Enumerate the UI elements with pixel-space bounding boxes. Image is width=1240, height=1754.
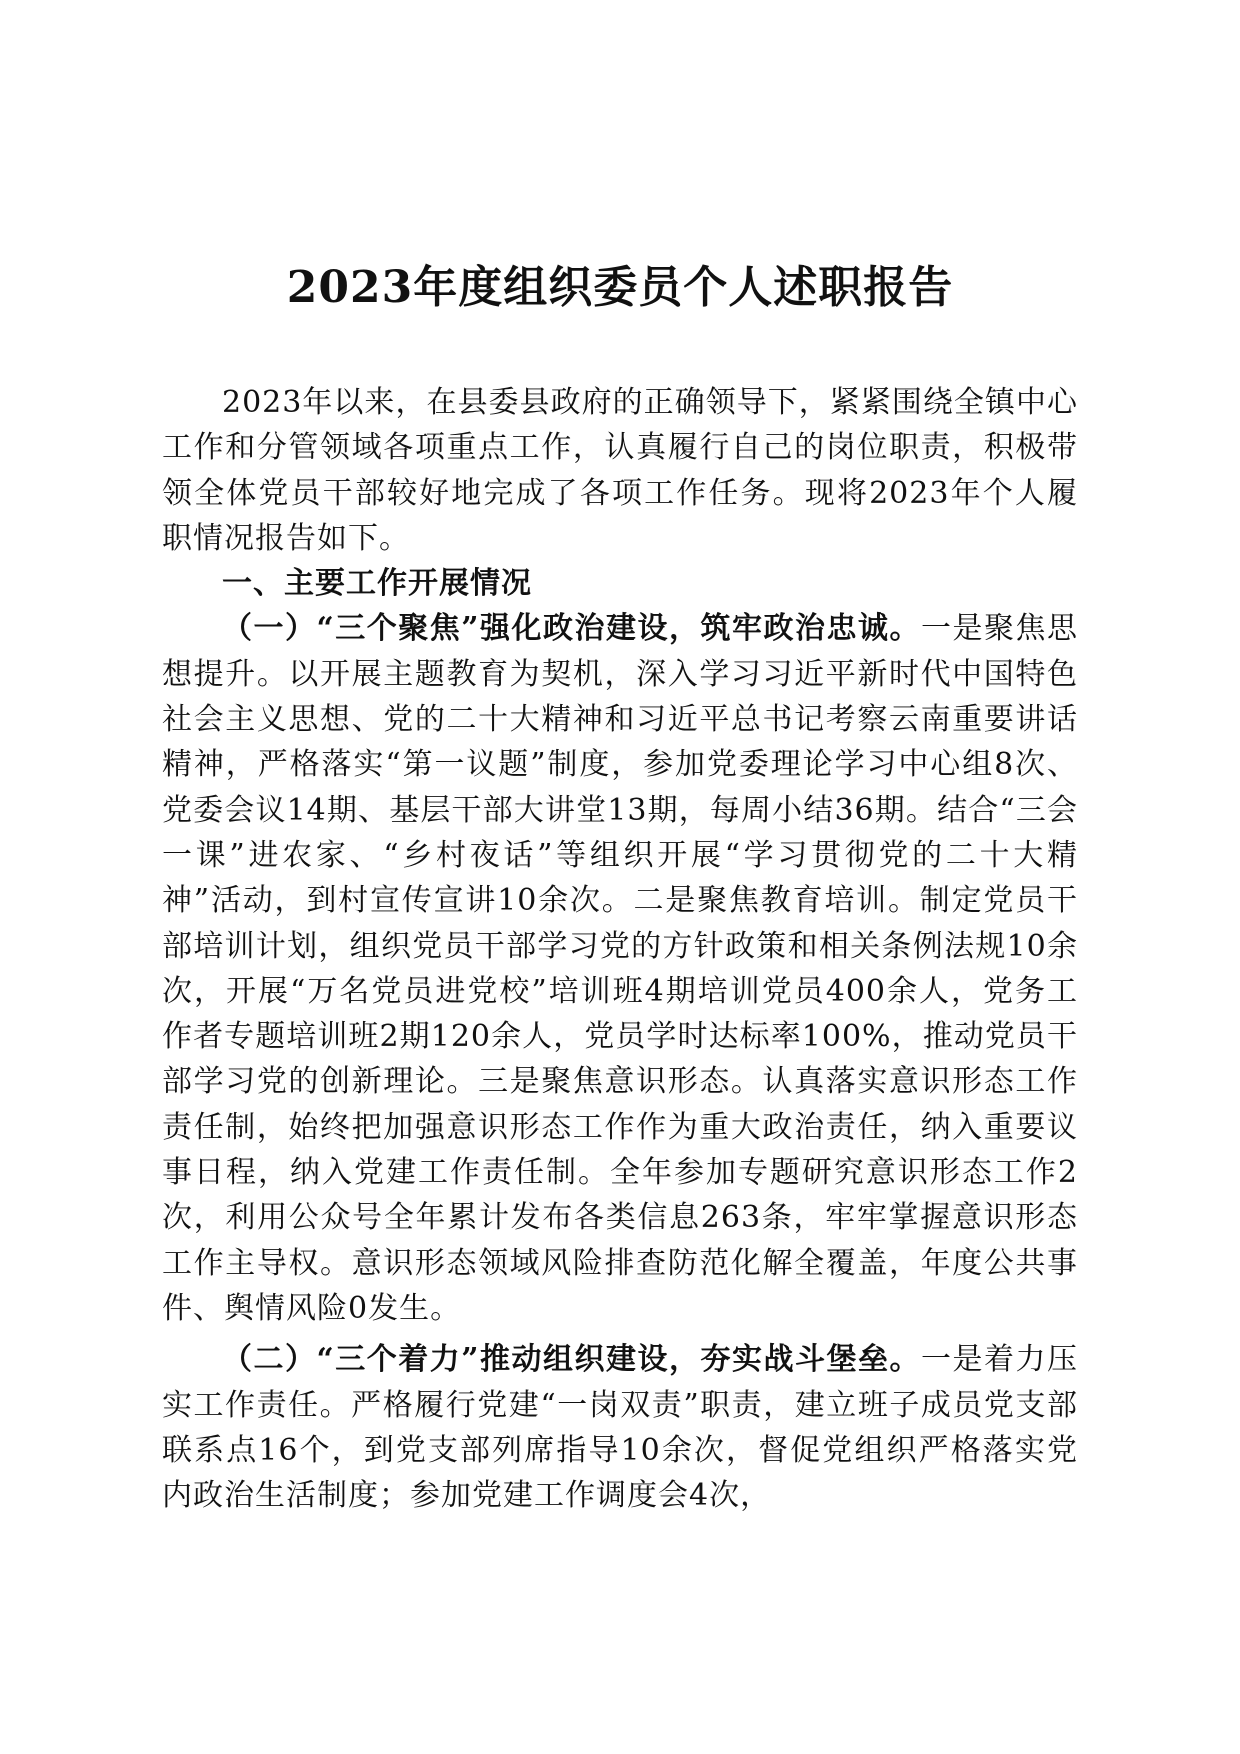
subsection-2-paragraph	[162, 1337, 1078, 1518]
subsection-2-body: 一是着力压实工作责任。严格履行党建“一岗双责”职责，建立班子成员党支部联系点16个，到党支部列席指导10余次，督促党组织严格落实党内政治生活制度；参加党建工作调度会4次，	[162, 1342, 1078, 1514]
document-body	[162, 380, 1078, 1518]
subsection-heading-2: （二）“三个着力”推动组织建设，夯实战斗堡垒。	[222, 1342, 921, 1378]
document-title: 2023年度组织委员个人述职报告	[286, 262, 954, 313]
subsection-1-body: 一是聚焦思想提升。以开展主题教育为契机，深入学习习近平新时代中国特色社会主义思想、党的二十大精神和习近平总书记考察云南重要讲话精神，严格落实“第一议题”制度，参加党委理论学习中心组8次、党委会议14期、基层干部大讲堂13期，每周小结36期。结合“三会一课”进农家、“乡村夜话”等组织开展“学习贯彻党的二十大精神”活动，到村宣传宣讲10余次。二是聚焦教育培训。制定党员干部培训计划，组织党员干部学习党的方针政策和相关条例法规10余次，开展“万名党员进党校”培训班4期培训党员400余人，党务工作者专题培训班2期120余人，党员学时达标率100%，推动党员干部学习党的创新理论。三是聚焦意识形态。认真落实意识形态工作责任制，始终把加强意识形态工作作为重大政治责任，纳入重要议事日程，纳入党建工作责任制。全年参加专题研究意识形态工作2次，利用公众号全年累计发布各类信息263条，牢牢掌握意识形态工作主导权。意识形态领域风险排查防范化解全覆盖，年度公共事件、舆情风险0发生。	[162, 611, 1078, 1326]
subsection-1-paragraph	[162, 606, 1078, 1331]
subsection-heading-1: （一）“三个聚焦”强化政治建设，筑牢政治忠诚。	[222, 611, 921, 647]
intro-paragraph: 2023年以来，在县委县政府的正确领导下，紧紧围绕全镇中心工作和分管领域各项重点工作，认真履行自己的岗位职责，积极带领全体党员干部较好地完成了各项工作任务。现将2023年个人履职情况报告如下。	[162, 385, 1078, 556]
section-heading-1: 一、主要工作开展情况	[222, 566, 532, 602]
